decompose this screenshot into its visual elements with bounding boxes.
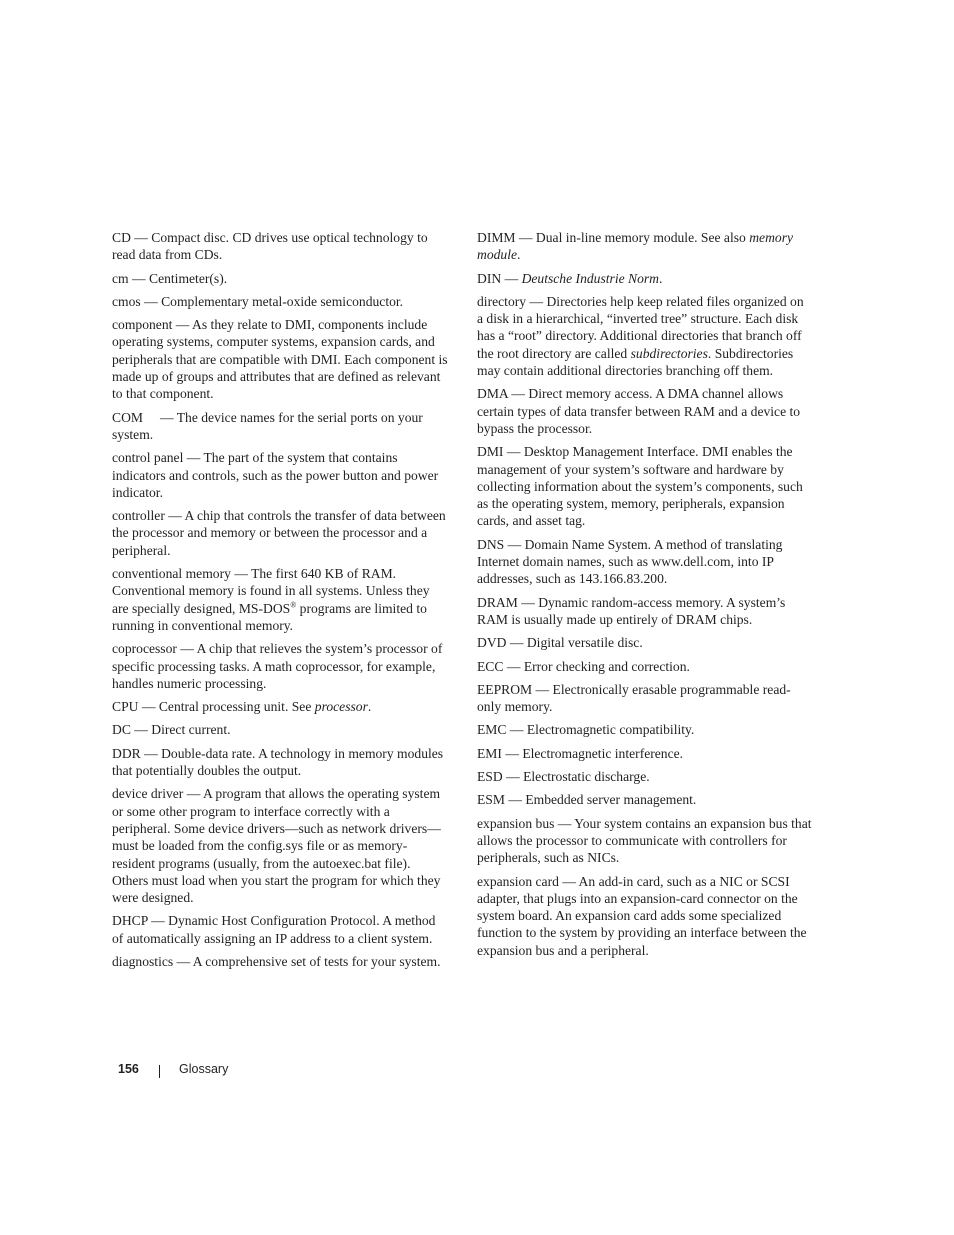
term: diagnostics (112, 953, 174, 969)
definition-tail: . (659, 270, 663, 286)
entry-diagnostics (112, 953, 448, 970)
term: DNS (477, 536, 505, 552)
definition: — A comprehensive set of tests for your system. (173, 953, 441, 969)
emphasized-term: subdirectories (630, 345, 708, 361)
definition: — Electromagnetic compatibility. (506, 722, 695, 738)
entry-dhcp (112, 912, 448, 947)
entry-dvd (477, 634, 813, 651)
term: device driver (112, 786, 184, 802)
entry-esm (477, 791, 813, 808)
entry-eeprom (477, 681, 813, 716)
section-title: Glossary (179, 1062, 229, 1076)
entry-dns (477, 536, 813, 588)
entry-controller (112, 507, 448, 559)
entry-cpu (112, 698, 448, 715)
definition: — Compact disc. CD drives use optical technology to read data from CDs. (112, 230, 428, 263)
entry-expansion-card (477, 873, 813, 959)
definition: — Electromagnetic interference. (501, 745, 684, 761)
definition: — Direct current. (130, 722, 231, 738)
term: controller (112, 508, 165, 524)
term: DC (112, 722, 131, 738)
term: CD (112, 230, 131, 245)
term: DMI (477, 444, 504, 460)
definition-cont: file or as memory-resident programs (usually, from the (112, 838, 408, 871)
definition: — The device names for the serial ports on your system. (112, 409, 427, 442)
entry-directory (477, 293, 813, 379)
term: DRAM (477, 594, 518, 610)
definition: — A chip that controls the transfer of data between the processor and memory or between the processor and a peripheral. (112, 508, 446, 558)
definition-cont: programs are limited to running in conventional memory. (112, 600, 427, 633)
definition: — (501, 270, 522, 286)
entry-dc (112, 721, 448, 738)
definition-tail: . (517, 247, 521, 263)
definition: — Direct memory access. A DMA channel allows certain types of data transfer between RAM and a device to bypass the processor. (477, 386, 801, 436)
page-number: 156 (118, 1062, 139, 1076)
term: EMC (477, 722, 507, 738)
glossary-right-column (477, 229, 813, 965)
filename-autoexec-bat: autoexec.bat (312, 855, 382, 871)
definition: — Digital versatile disc. (506, 635, 643, 651)
entry-dma (477, 385, 813, 437)
entry-com (112, 409, 448, 444)
term: DHCP (112, 913, 148, 929)
definition: — A chip that relieves the system’s processor of specific processing tasks. A math coprocessor, for example, handles numeric processing. (112, 641, 443, 691)
entry-dmi (477, 443, 813, 529)
definition: — Error checking and correction. (503, 658, 690, 674)
term: ESM (477, 792, 505, 808)
definition: — Dual in-line memory module. See also (515, 230, 750, 245)
cross-reference: memory module (477, 230, 794, 263)
entry-esd (477, 768, 813, 785)
entry-ddr (112, 745, 448, 780)
entry-emi (477, 745, 813, 762)
definition-tail: . Subdirectories may contain additional directories branching off them. (477, 345, 794, 379)
definition-cont: , into IP addresses, such as 143.166.83.200. (477, 554, 774, 587)
definition: — The first 640 KB of RAM. Conventional memory is found in all systems. Unless they are specially designed, MS-DOS (112, 566, 430, 616)
entry-emc (477, 721, 813, 738)
page-footer (118, 1062, 229, 1076)
term: CPU (112, 699, 139, 715)
definition: — Your system contains an expansion bus that allows the processor to communicate with controllers for peripherals, such as NICs. (477, 815, 812, 866)
definition: — Dynamic Host Configuration Protocol. A method of automatically assigning an IP address to a client system. (112, 913, 436, 946)
entry-expansion-bus (477, 815, 813, 867)
definition: — Electronically erasable programmable read-only memory. (477, 681, 791, 715)
definition: — As they relate to DMI, components include operating systems, computer systems, expansion cards, and peripherals that are compatible with DMI. Each component is made up of groups and attributes that are defined as relevant to that component. (112, 317, 448, 402)
entry-ecc (477, 658, 813, 675)
definition: — Electrostatic discharge. (502, 769, 650, 785)
term: EMI (477, 745, 502, 761)
definition: — A program that allows the operating system or some other program to interface correctly with a peripheral. Some device drivers—such as network drivers—must be loaded from the (112, 786, 441, 854)
term: DIMM (477, 230, 516, 245)
entry-dram (477, 594, 813, 629)
cross-reference: processor (314, 699, 368, 715)
footer-divider (159, 1065, 160, 1078)
term: DIN (477, 270, 502, 286)
term: cmos (112, 293, 141, 309)
registered-mark: ® (290, 600, 297, 610)
entry-device-driver (112, 785, 448, 906)
definition: — Central processing unit. See (138, 699, 315, 715)
entry-dimm (477, 229, 813, 264)
term: control panel (112, 450, 184, 466)
filename-config-sys: config.sys (247, 838, 304, 854)
term: conventional memory (112, 566, 231, 582)
term: COM (112, 409, 143, 425)
term: ESD (477, 769, 503, 785)
term: coprocessor (112, 641, 177, 657)
definition-cont-2: file). Others must load when you start the program for which they were designed. (112, 855, 441, 906)
term: expansion bus (477, 815, 555, 831)
definition: — Embedded server management. (504, 792, 697, 808)
definition: — Directories help keep related files organized on a disk in a hierarchical, “inverted tree” structure. Each disk has a “root” directory. Additional directories that branch off the root directory are called (477, 293, 804, 361)
definition: — Centimeter(s). (128, 270, 228, 286)
entry-cmos (112, 293, 448, 310)
definition-tail: . (367, 699, 372, 715)
entry-control-panel (112, 449, 448, 501)
entry-coprocessor (112, 640, 448, 692)
definition: — The part of the system that contains indicators and controls, such as the power button and power indicator. (112, 450, 439, 500)
term: directory (477, 293, 527, 309)
term: DDR (112, 745, 141, 761)
entry-cm (112, 270, 448, 287)
glossary-left-column (112, 229, 448, 976)
definition: — Dynamic random-access memory. A system’s RAM is usually made up entirely of DRAM chips. (477, 594, 786, 627)
definition: — Desktop Management Interface. DMI enables the management of your system’s software and hardware by collecting information about the system’s components, such as the operating system, memory, peripherals, expansion cards, and asset tag. (477, 444, 803, 529)
entry-conventional-memory (112, 565, 448, 634)
definition: — Double-data rate. A technology in memory modules that potentially doubles the output. (112, 745, 444, 779)
entry-component (112, 316, 448, 402)
term: DMA (477, 386, 508, 402)
term: cm (112, 270, 129, 286)
definition: — An add-in card, such as a NIC or SCSI adapter, that plugs into an expansion-card connector on the system board. An expansion card adds some specialized function to the system by providing an interface between the expansion bus and a peripheral. (477, 873, 807, 958)
entry-cd (112, 229, 448, 264)
term: DVD (477, 635, 507, 651)
definition: — Domain Name System. A method of translating Internet domain names, such as (477, 536, 783, 570)
term: ECC (477, 658, 504, 674)
definition: — Complementary metal-oxide semiconductor. (140, 293, 404, 309)
term: component (112, 317, 173, 333)
entry-din (477, 270, 813, 287)
domain-example: www.dell.com (651, 554, 731, 570)
term: expansion card (477, 873, 559, 889)
term: EEPROM (477, 681, 533, 697)
foreign-term: Deutsche Industrie Norm (521, 270, 659, 286)
